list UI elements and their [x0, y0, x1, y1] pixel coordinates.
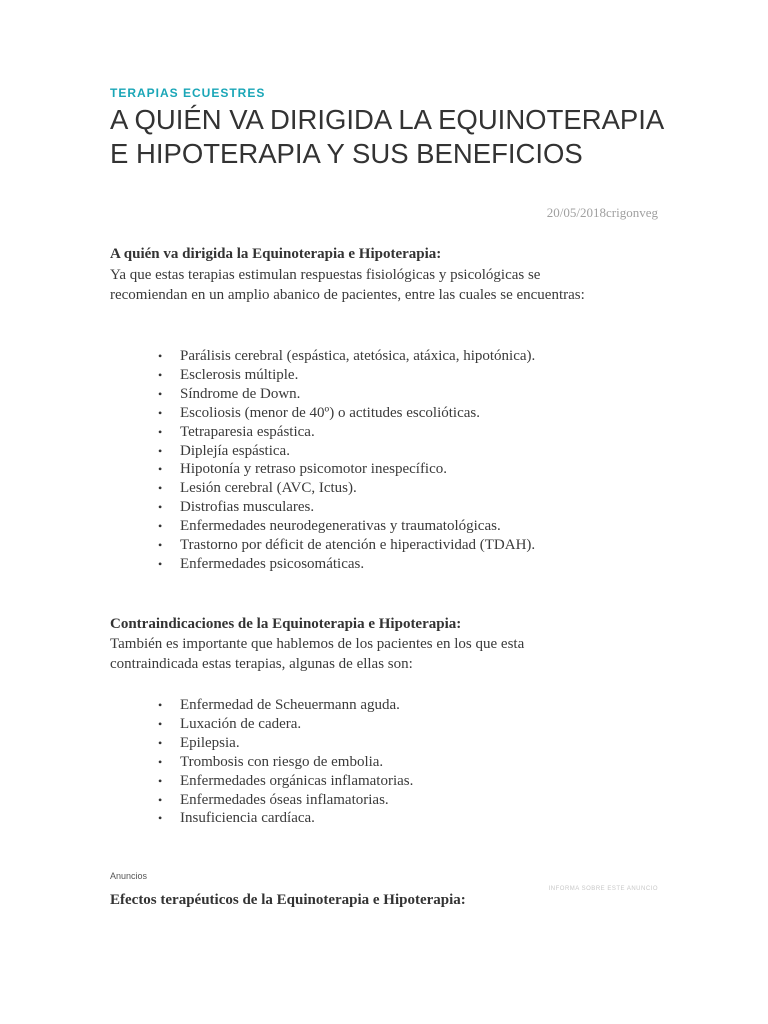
bullet-icon: • — [158, 367, 163, 382]
ads-label: Anuncios — [110, 871, 148, 881]
list-item — [158, 536, 535, 555]
list-item-text: Tetraparesia espástica. — [180, 423, 315, 440]
bullet-icon: • — [158, 349, 163, 363]
list-item-text: Enfermedad de Scheuermann aguda. — [180, 697, 400, 713]
list-item — [158, 385, 535, 404]
list-item-text: Enfermedades psicosomáticas. — [180, 555, 365, 572]
list-item — [158, 460, 535, 479]
list-item — [158, 498, 535, 517]
bullet-icon: • — [158, 386, 163, 401]
section-intro-contraindications: También es importante que hablemos de los pacientes en los que esta contraindicada estas terapias, algunas de ellas son: — [110, 636, 525, 672]
post-date[interactable]: 20/05/2018 — [546, 205, 607, 220]
list-item-text: Diplejía espástica. — [180, 442, 290, 459]
section-heading-therapeutic-effects: Efectos terapéuticos de la Equinoterapia e Hipoterapia: — [110, 892, 466, 908]
bullet-icon: • — [158, 538, 163, 553]
section-intro-target-patients: Ya que estas terapias estimulan respuestas fisiológicas y psicológicas se recomiendan en un amplio abanico de pacientes, entre las cuales se encuentras: — [110, 267, 585, 303]
list-item — [158, 366, 535, 385]
post-author[interactable]: crigonveg — [606, 205, 658, 220]
section-heading-contraindications: Contraindicaciones de la Equinoterapia e Hipoterapia: — [110, 616, 462, 632]
list-item-text: Hipotonía y retraso psicomotor inespecífico. — [180, 461, 448, 478]
list-item — [158, 715, 413, 734]
list-item-text: Insuficiencia cardíaca. — [180, 810, 315, 827]
bullet-icon: • — [158, 405, 163, 420]
bullet-icon: • — [158, 481, 163, 496]
bullet-icon: • — [158, 792, 163, 807]
list-item-text: Luxación de cadera. — [180, 715, 302, 732]
bullet-icon: • — [158, 698, 163, 712]
list-item — [158, 734, 413, 753]
post-meta — [547, 205, 658, 221]
bullet-icon: • — [158, 811, 163, 826]
bullet-icon: • — [158, 500, 163, 515]
bullet-icon: • — [158, 735, 163, 750]
list-item — [158, 423, 535, 442]
report-ad-link[interactable]: INFORMA SOBRE ESTE ANUNCIO — [548, 886, 658, 892]
list-item — [158, 347, 535, 366]
bullet-icon: • — [158, 773, 163, 788]
list-item — [158, 809, 413, 828]
list-item — [158, 791, 413, 810]
list-item-text: Enfermedades neurodegenerativas y traumatológicas. — [180, 518, 501, 535]
bullet-icon: • — [158, 556, 163, 571]
list-item-text: Trombosis con riesgo de embolia. — [180, 753, 384, 770]
bullet-icon: • — [158, 519, 163, 534]
article-title: A QUIÉN VA DIRIGIDA LA EQUINOTERAPIA E HIPOTERAPIA Y SUS BENEFICIOS — [110, 104, 663, 169]
category-label[interactable]: TERAPIAS ECUESTRES — [110, 86, 266, 100]
list-item-text: Epilepsia. — [180, 734, 240, 751]
list-item-text: Síndrome de Down. — [180, 385, 301, 402]
list-item-text: Enfermedades orgánicas inflamatorias. — [180, 772, 414, 789]
list-item — [158, 696, 413, 715]
section-heading-target-patients: A quién va dirigida la Equinoterapia e Hipoterapia: — [110, 246, 442, 262]
list-item-text: Enfermedades óseas inflamatorias. — [180, 791, 389, 808]
list-item-text: Distrofias musculares. — [180, 499, 315, 516]
list-item — [158, 753, 413, 772]
list-item-text: Esclerosis múltiple. — [180, 366, 299, 383]
bullet-icon: • — [158, 424, 163, 439]
list-item — [158, 479, 535, 498]
bullet-icon: • — [158, 462, 163, 477]
list-item-text: Escoliosis (menor de 40º) o actitudes escolióticas. — [180, 404, 480, 421]
list-item — [158, 404, 535, 423]
list-item-text: Trastorno por déficit de atención e hiperactividad (TDAH). — [180, 537, 536, 554]
list-item — [158, 442, 535, 461]
bullet-icon: • — [158, 716, 163, 731]
list-item — [158, 772, 413, 791]
indications-list — [158, 347, 535, 574]
bullet-icon: • — [158, 443, 163, 458]
bullet-icon: • — [158, 754, 163, 769]
contraindications-list — [158, 696, 413, 828]
list-item-text: Lesión cerebral (AVC, Ictus). — [180, 480, 357, 497]
list-item — [158, 517, 535, 536]
list-item-text: Parálisis cerebral (espástica, atetósica, atáxica, hipotónica). — [180, 348, 536, 364]
list-item — [158, 555, 535, 574]
